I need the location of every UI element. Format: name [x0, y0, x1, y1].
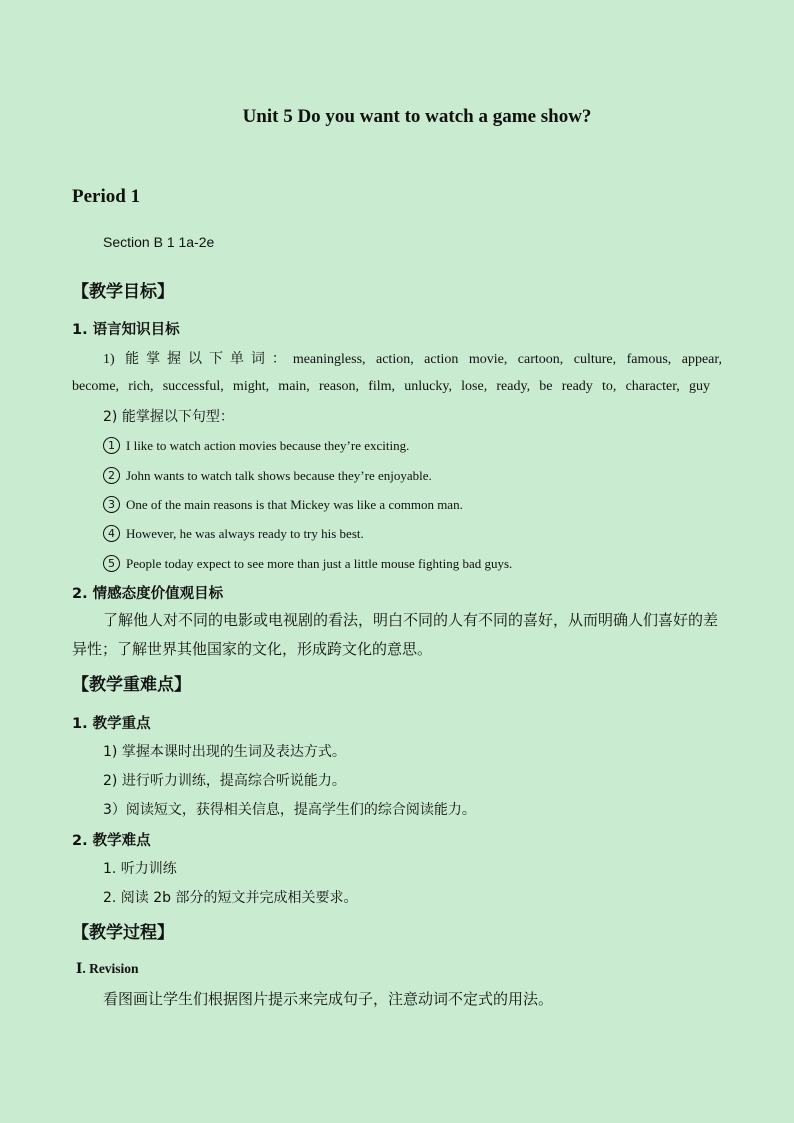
sentence-number: 1 [103, 437, 120, 454]
keypoints-heading: 【教学重难点】 [72, 675, 191, 694]
sentence-text: People today expect to see more than just a little mouse fighting bad guys. [126, 555, 513, 571]
sentence-number: 4 [103, 525, 120, 542]
focus-item: 2) 进行听力训练，提高综合听说能力。 [103, 773, 346, 789]
revision-text: 看图画让学生们根据图片提示来完成句子，注意动词不定式的用法。 [103, 990, 554, 1008]
section-label: Section B 1 1a-2e [103, 234, 215, 250]
difficulty-heading: 2. 教学难点 [72, 833, 151, 849]
knowledge-goals-heading: 1. 语言知识目标 [72, 322, 180, 338]
sentence-item [103, 437, 409, 454]
sentence-item [103, 496, 463, 513]
sentence-item [103, 525, 364, 542]
focus-heading: 1. 教学重点 [72, 716, 151, 732]
difficulty-item: 2. 阅读 2b 部分的短文并完成相关要求。 [103, 890, 358, 906]
vocabulary-line-1: 1) 能掌握以下单词：meaningless, action, action movie, cartoon, culture, famous, appear, [103, 352, 722, 367]
emotion-goals-heading: 2. 情感态度价值观目标 [72, 586, 224, 602]
sentence-text: John wants to watch talk shows because they’re enjoyable. [126, 467, 432, 483]
sentence-text: However, he was always ready to try his best. [126, 525, 364, 541]
focus-item: 3）阅读短文，获得相关信息，提高学生们的综合阅读能力。 [103, 802, 476, 818]
sentence-text: I like to watch action movies because they’re exciting. [126, 437, 410, 453]
sentence-number: 3 [103, 496, 120, 513]
emotion-goals-text: 了解他人对不同的电影或电视剧的看法，明白不同的人有不同的喜好，从而明确人们喜好的差异性；了解世界其他国家的文化，形成跨文化的意思。 [72, 611, 719, 658]
sentence-text: One of the main reasons is that Mickey was like a common man. [126, 496, 463, 512]
vocabulary-line-2: become, rich, successful, might, main, reason, film, unlucky, lose, ready, be ready to, character, guy [72, 379, 710, 394]
process-heading: 【教学过程】 [72, 923, 174, 942]
sentences-intro: 2) 能掌握以下句型： [103, 409, 234, 425]
goals-heading: 【教学目标】 [72, 282, 174, 301]
sentence-number: 2 [103, 467, 120, 484]
sentence-item [103, 467, 432, 484]
revision-heading: Ⅰ. Revision [76, 961, 139, 976]
period-heading: Period 1 [72, 186, 141, 207]
focus-item: 1) 掌握本课时出现的生词及表达方式。 [103, 744, 346, 760]
sentence-number: 5 [103, 555, 120, 572]
difficulty-item: 1. 听力训练 [103, 861, 177, 877]
document-title: Unit 5 Do you want to watch a game show? [242, 106, 592, 127]
sentence-item [103, 555, 512, 572]
